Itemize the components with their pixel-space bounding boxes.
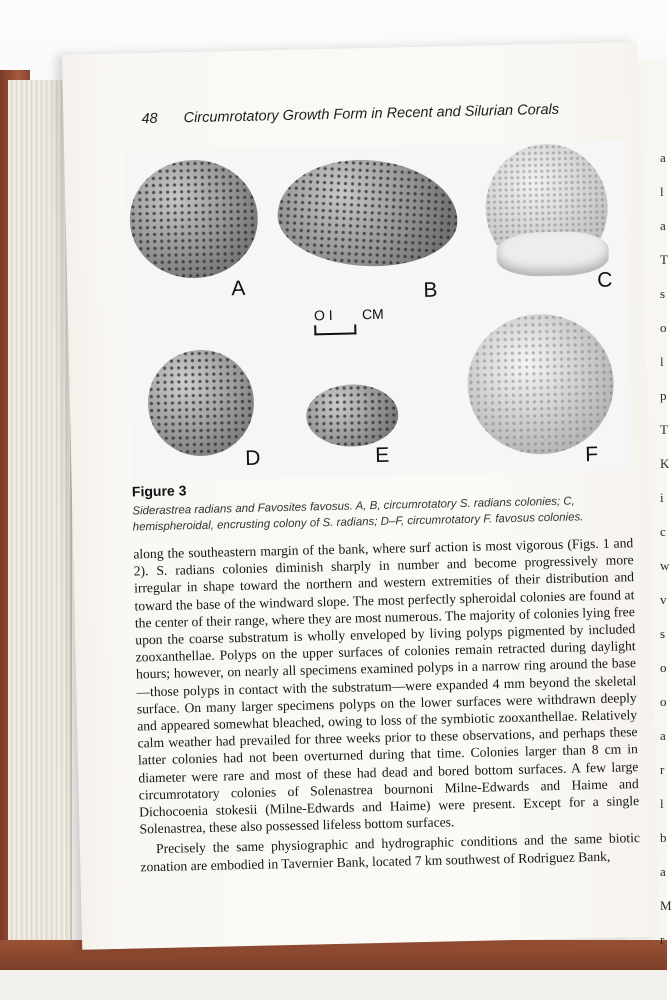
coral-specimen-e [306,383,399,447]
running-title: Circumrotatory Growth Form in Recent and Silurian Corals [183,101,560,127]
facing-page-fragment: M [660,898,672,913]
panel-label-a: A [231,276,246,301]
facing-page-fragment: o [660,660,667,675]
facing-page-fragment: p [660,388,667,403]
facing-page-fragment: T [660,252,668,267]
coral-specimen-a [128,159,259,280]
running-header [141,102,559,127]
coral-specimen-c-base [496,231,609,278]
scale-ticks: O I [313,306,333,324]
facing-page-fragment: i [660,490,664,505]
figure-caption [132,492,633,535]
facing-page-fragment: a [660,218,666,233]
figure-caption-text: Siderastrea radians and Favosites favosus. A, B, circumrotatory S. radians colonies; C, hemispheroidal, encrusting colony of S. radians; D–F, circumrotatory F. favosus colonies. [132,495,584,534]
facing-page-fragment: T [660,422,668,437]
facing-page-fragment: w [660,558,670,573]
facing-page-fragment: a [660,728,666,743]
page-number: 48 [141,110,158,128]
coral-specimen-d [147,349,255,457]
facing-page-fragment: s [660,286,666,301]
facing-page-fragment: a [660,864,666,879]
panel-label-c: C [596,268,613,292]
panel-label-e: E [374,443,390,467]
book-page [62,42,657,950]
page-edges [8,80,72,960]
panel-label-d: D [244,446,261,470]
figure-photo [124,140,631,481]
facing-page-fragment: r [660,932,665,947]
paragraph-2: Precisely the same physiographic and hydrographic conditions and the same biotic zonation are embodied in Tavernier Bank, located 7 km southwest of Rodriguez Bank, [140,830,641,875]
coral-specimen-b [275,156,460,270]
facing-page-fragment: K [660,456,670,471]
facing-page-fragment: b [660,830,667,845]
facing-page-fragment: v [660,592,667,607]
facing-page-fragment: s [660,626,666,641]
facing-page-fragment: o [660,694,667,709]
facing-page-fragment: l [660,184,664,199]
coral-specimen-f [466,313,615,456]
panel-label-b: B [423,278,438,302]
facing-page-fragment: l [660,796,664,811]
facing-page-fragment: c [660,524,666,539]
scale-unit: CM [361,305,384,323]
facing-page-fragment: o [660,320,667,335]
figure-title: Figure 3 [131,482,187,500]
facing-page-fragment: l [660,354,664,369]
body-text [133,534,640,875]
paragraph-1: along the southeastern margin of the bank, where surf action is most vigorous (Figs. 1 and 2). S. radians colonies diminish sharply in number and become progressively more irregular in shape toward the northern and western extremities of their distribution and toward the base of the windward slope. The most perfectly spheroidal colonies are found at the center of their range, where they are most numerous. The majority of colonies lying free upon the coarse substratum is wholly enveloped by living polyps pigmented by included zooxanthellae. Polyps on the upper surfaces of colonies remain retracted during daylight hours; however, on nearly all specimens examined polyps in a narrow ring around the base—those polyps in contact with the substratum—were expanded 4 mm beyond the skeletal surface. On many larger specimens polyps on the lower surfaces were withdrawn deeply and appeared somewhat bleached, owing to loss of the symbiotic zooxanthellae. Relatively calm weather had prevailed for three weeks prior to these observations, and perhaps these latter colonies had not been overturned during that time. Colonies larger than 8 cm in diameter were rare and most of these had dead and bored bottom surfaces. A few large circumrotatory colonies of Solenastrea bournoni Milne-Edwards and Haime and Dichocoenia stokesii (Milne-Edwards and Haime) were present. Except for a single Solenastrea, these also possessed lifeless bottom surfaces. [133,535,640,837]
facing-page-fragment: a [660,150,666,165]
scale-bar-line [314,324,356,335]
facing-page-fragment: r [660,762,665,777]
panel-label-f: F [584,442,599,467]
